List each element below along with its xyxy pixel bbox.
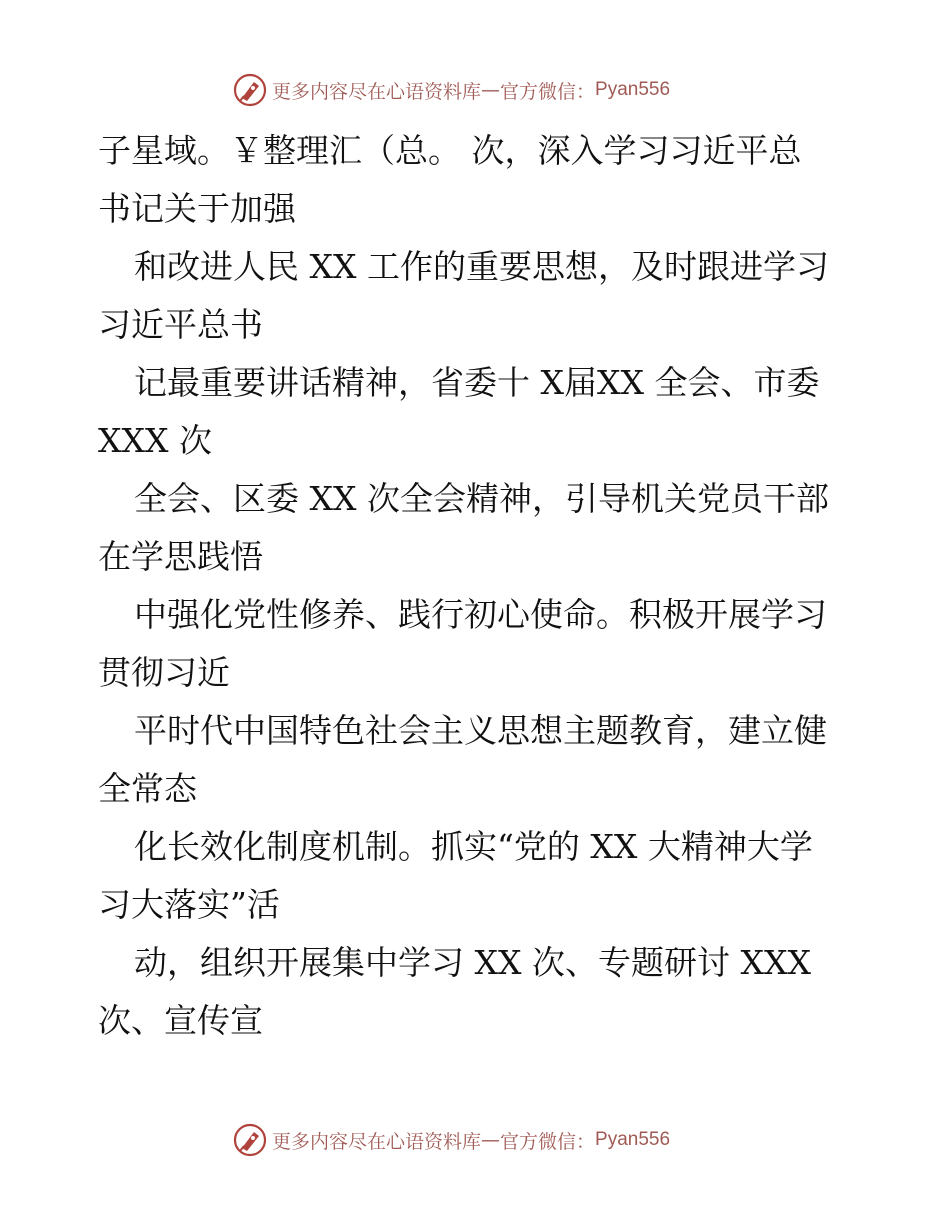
text-line: 平时代中国特色社会主义思想主题教育，建立健 [134, 711, 827, 750]
text-line: 中强化党性修养、践行初心使命。积极开展学习 [134, 595, 827, 634]
header-watermark [232, 72, 670, 108]
text-line: 在学思践悟 [98, 537, 263, 576]
text-line: 全会、区委 XX 次全会精神，引导机关党员干部 [134, 479, 829, 518]
text-line: 全常态 [98, 769, 197, 808]
text-line: 动，组织开展集中学习 XX 次、专题研讨 XXX [134, 943, 811, 982]
pen-nib-logo-icon [232, 1122, 268, 1158]
watermark-id: Pyan556 [595, 1129, 671, 1150]
footer-watermark [232, 1122, 670, 1158]
text-line: 记最重要讲话精神，省委十 X届XX 全会、市委 [134, 363, 820, 402]
body-text [98, 122, 858, 1050]
watermark-dash: — [481, 1129, 501, 1151]
watermark-dash: — [481, 79, 501, 101]
watermark-text: 更多内容尽在心语资料库 [272, 80, 482, 103]
watermark-text: 更多内容尽在心语资料库 [272, 1130, 482, 1153]
text-line: 书记关于加强 [98, 189, 296, 228]
text-line: 习大落实”活 [98, 885, 280, 924]
text-line: 子星域。￥整理汇（总。 次，深入学习习近平总 [98, 131, 802, 170]
pen-nib-logo-icon [232, 72, 268, 108]
text-line: XXX 次 [98, 421, 212, 460]
watermark-label: 官方微信： [500, 1130, 596, 1153]
watermark-id: Pyan556 [595, 79, 671, 100]
text-line: 贯彻习近 [98, 653, 230, 692]
text-line: 和改进人民 XX 工作的重要思想，及时跟进学习 [134, 247, 829, 286]
watermark-label: 官方微信： [500, 80, 596, 103]
text-line: 化长效化制度机制。抓实“党的 XX 大精神大学 [134, 827, 813, 866]
text-line: 习近平总书 [98, 305, 263, 344]
text-line: 次、宣传宣 [98, 1001, 263, 1040]
